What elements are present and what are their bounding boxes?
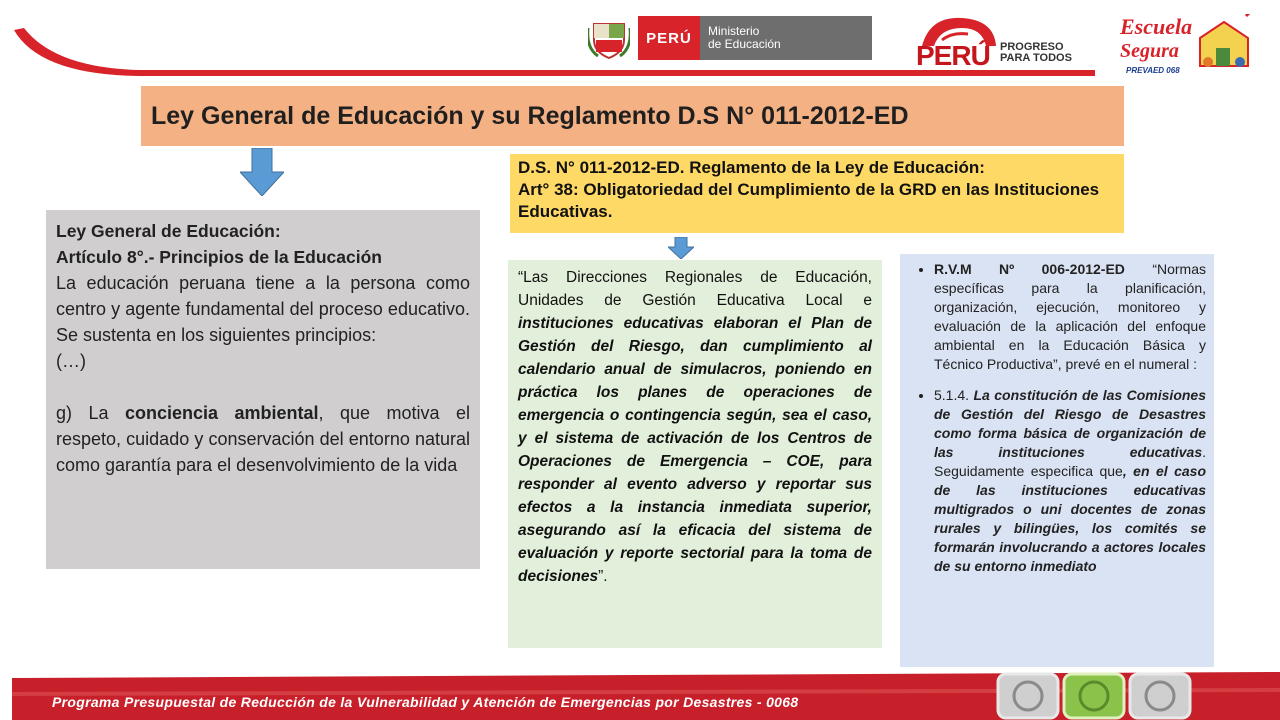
ppt-tag-line2: PARA TODOS: [1000, 52, 1072, 64]
escuela-text: Escuela: [1120, 14, 1193, 39]
footer-program-text: Programa Presupuestal de Reducción de la Vulnerabilidad y Atención de Emergencias por Desastres - 0068: [52, 694, 799, 710]
segura-text: Segura: [1120, 40, 1179, 62]
law-heading1: Ley General de Educación:: [56, 221, 281, 241]
coat-of-arms-icon: [588, 18, 630, 60]
rvm-item1: [934, 260, 1206, 374]
peru-badge: PERÚ: [638, 16, 700, 60]
ds-line1: D.S. N° 011-2012-ED. Reglamento de la Ley de Educación:: [518, 158, 985, 177]
ministry-line1: Ministerio: [708, 24, 760, 38]
g-suffix: , que motiva el respeto, cuidado y conservación del entorno natural como garantía para el desenvolvimiento de la vida: [56, 403, 471, 475]
arrow-down-small-icon: [668, 237, 694, 259]
law-paragraph: La educación peruana tiene a la persona como centro y agente fundamental del proceso educativo. Se sustenta en los siguientes principios:: [56, 273, 470, 345]
rvm-box: [900, 254, 1214, 667]
arrow-down-icon: [240, 148, 284, 196]
rvm-item2-emph1: La constitución de las Comisiones de Gestión del Riesgo de Desastres como forma básica de organización de las instituciones educativas: [934, 387, 1206, 460]
rvm-item1-text: “Normas específicas para la planificación, organización, ejecución, monitoreo y evaluación de la aplicación del enfoque ambiental en la Educación Básica y Técnico Productiva”, prevé en el numeral :: [934, 261, 1206, 372]
ppt-tag-line1: PROGRESO: [1000, 41, 1064, 53]
quote-emph: instituciones educativas elaboran el Plan de Gestión del Riesgo, dan cumplimiento al calendario anual de simulacros, poniendo en práctica los planes de operaciones de emergencia o contingencia según, sea el caso, y el sistema de activación de los Centros de Operaciones de Emergencia – COE, para responder al evento adverso y reportar sus efectos a la instancia inmediata superior, asegurando así la eficacia del sistema de evaluación y reporte sectorial para la toma de decisiones: [518, 315, 872, 585]
rvm-item1-bold: R.V.M Nº 006-2012-ED: [934, 261, 1125, 277]
rvm-item2-num: 5.1.4.: [934, 387, 974, 403]
law-ellipsis: (…): [56, 351, 86, 371]
quote-box: [508, 260, 882, 648]
law-heading2: Artículo 8°.- Principios de la Educación: [56, 247, 382, 267]
rvm-item2-emph2: , en el caso de las instituciones educativas multigrados o uni docentes de zonas rurales y bilingües, los comités se formarán involucrando a actores locales de su entorno inmediato: [934, 463, 1207, 574]
ministry-badge: [700, 16, 872, 60]
ppt-tagline: [1000, 42, 1072, 64]
law-principle-g: [56, 400, 470, 478]
quote-end: ”.: [598, 568, 608, 585]
ds-reglamento-box: [510, 154, 1124, 233]
ds-line2: Art° 38: Obligatoriedad del Cumplimiento de la GRD en las Instituciones Educativas.: [518, 180, 1100, 221]
ministry-line2: de Educación: [708, 37, 781, 51]
quote-plain: “Las Direcciones Regionales de Educación, Unidades de Gestión Educativa Local e: [518, 269, 872, 309]
rvm-item2: [934, 386, 1206, 576]
page-title: Ley General de Educación y su Reglamento D.S N° 011-2012-ED: [141, 86, 1124, 146]
g-bold: conciencia ambiental: [124, 403, 319, 423]
g-prefix: g) La: [56, 403, 125, 423]
ley-general-box: [46, 210, 480, 569]
ppt-peru-text: PERÚ: [916, 40, 990, 71]
prevaed-text: PREVAED 068: [1126, 66, 1180, 75]
rvm-item2-mid: . Seguidamente especifica que: [934, 444, 1206, 479]
